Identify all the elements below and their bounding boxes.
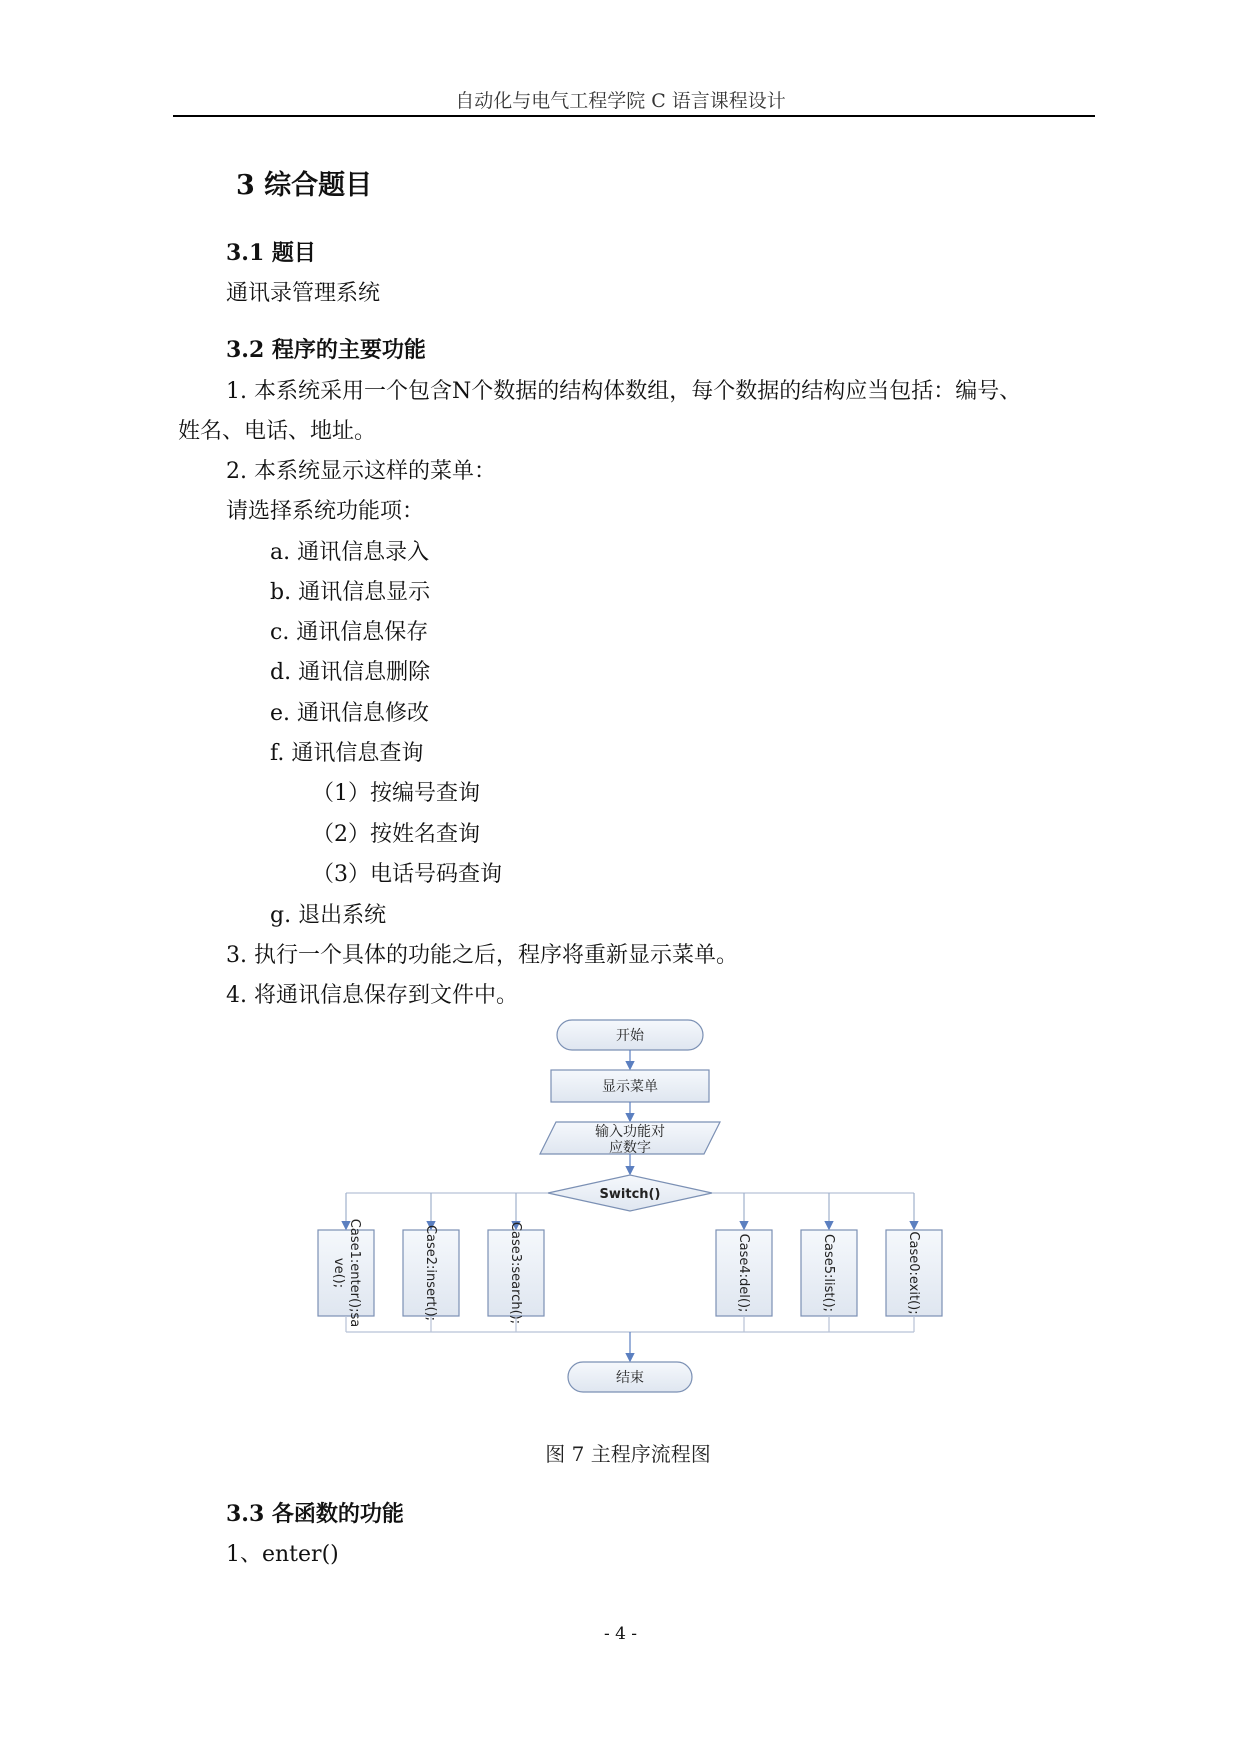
paragraph-3: 3. 执行一个具体的功能之后，程序将重新显示菜单。 <box>226 943 738 968</box>
subsection-heading-3-2: 3.2 程序的主要功能 <box>226 337 426 363</box>
page-number: - 4 - <box>603 1624 638 1644</box>
figure-caption: 图 7 主程序流程图 <box>545 1442 711 1466</box>
menu-prompt: 请选择系统功能项： <box>226 499 425 524</box>
subsection-heading-3-1: 3.1 题目 <box>226 240 316 266</box>
menu-item: b. 通讯信息显示 <box>270 580 431 605</box>
case5-label: Case5:list(); <box>821 1233 836 1313</box>
sub-menu-item: （1）按编号查询 <box>312 781 480 806</box>
paragraph-2: 2. 本系统显示这样的菜单： <box>226 459 496 484</box>
case1-label-line-1: Case1:enter();sa <box>347 1218 362 1328</box>
start-label: 开始 <box>616 1028 644 1044</box>
subsection-heading-3-3: 3.3 各函数的功能 <box>226 1501 404 1527</box>
menu-item: c. 通讯信息保存 <box>270 620 429 645</box>
case0-label: Case0:exit(); <box>906 1231 921 1315</box>
main-program-flowchart <box>300 1010 980 1450</box>
header-rule <box>173 115 1095 117</box>
sub-menu-item: （2）按姓名查询 <box>312 822 480 847</box>
section-heading: 3 综合题目 <box>236 170 373 201</box>
merge-lines <box>346 1316 914 1332</box>
case4-label: Case4:del(); <box>736 1233 751 1313</box>
page-header-title: 自动化与电气工程学院 C 语言课程设计 <box>455 90 786 112</box>
end-label: 结束 <box>616 1370 644 1386</box>
paragraph-1-line-1: 1. 本系统采用一个包含N个数据的结构体数组，每个数据的结构应当包括：编号、 <box>226 379 1022 404</box>
menu-item: g. 退出系统 <box>270 903 387 928</box>
paragraph-4: 4. 将通讯信息保存到文件中。 <box>226 983 518 1008</box>
case1-label-line-2: ve(); <box>331 1257 346 1289</box>
input-label-line-1: 输入功能对 <box>595 1124 665 1140</box>
menu-item: f. 通讯信息查询 <box>270 741 424 766</box>
topic-title: 通讯录管理系统 <box>226 281 381 306</box>
case2-label: Case2:insert(); <box>423 1224 438 1322</box>
switch-label: Switch() <box>599 1187 661 1202</box>
paragraph-1-line-2: 姓名、电话、地址。 <box>178 419 377 444</box>
input-label-line-2: 应数字 <box>609 1140 651 1156</box>
function-item-1: 1、enter() <box>226 1542 339 1567</box>
menu-item: e. 通讯信息修改 <box>270 701 430 726</box>
case3-label: Case3:search(); <box>508 1221 523 1325</box>
show-menu-label: 显示菜单 <box>602 1079 658 1095</box>
menu-item: d. 通讯信息删除 <box>270 660 431 685</box>
menu-item: a. 通讯信息录入 <box>270 540 430 565</box>
sub-menu-item: （3）电话号码查询 <box>312 862 502 887</box>
